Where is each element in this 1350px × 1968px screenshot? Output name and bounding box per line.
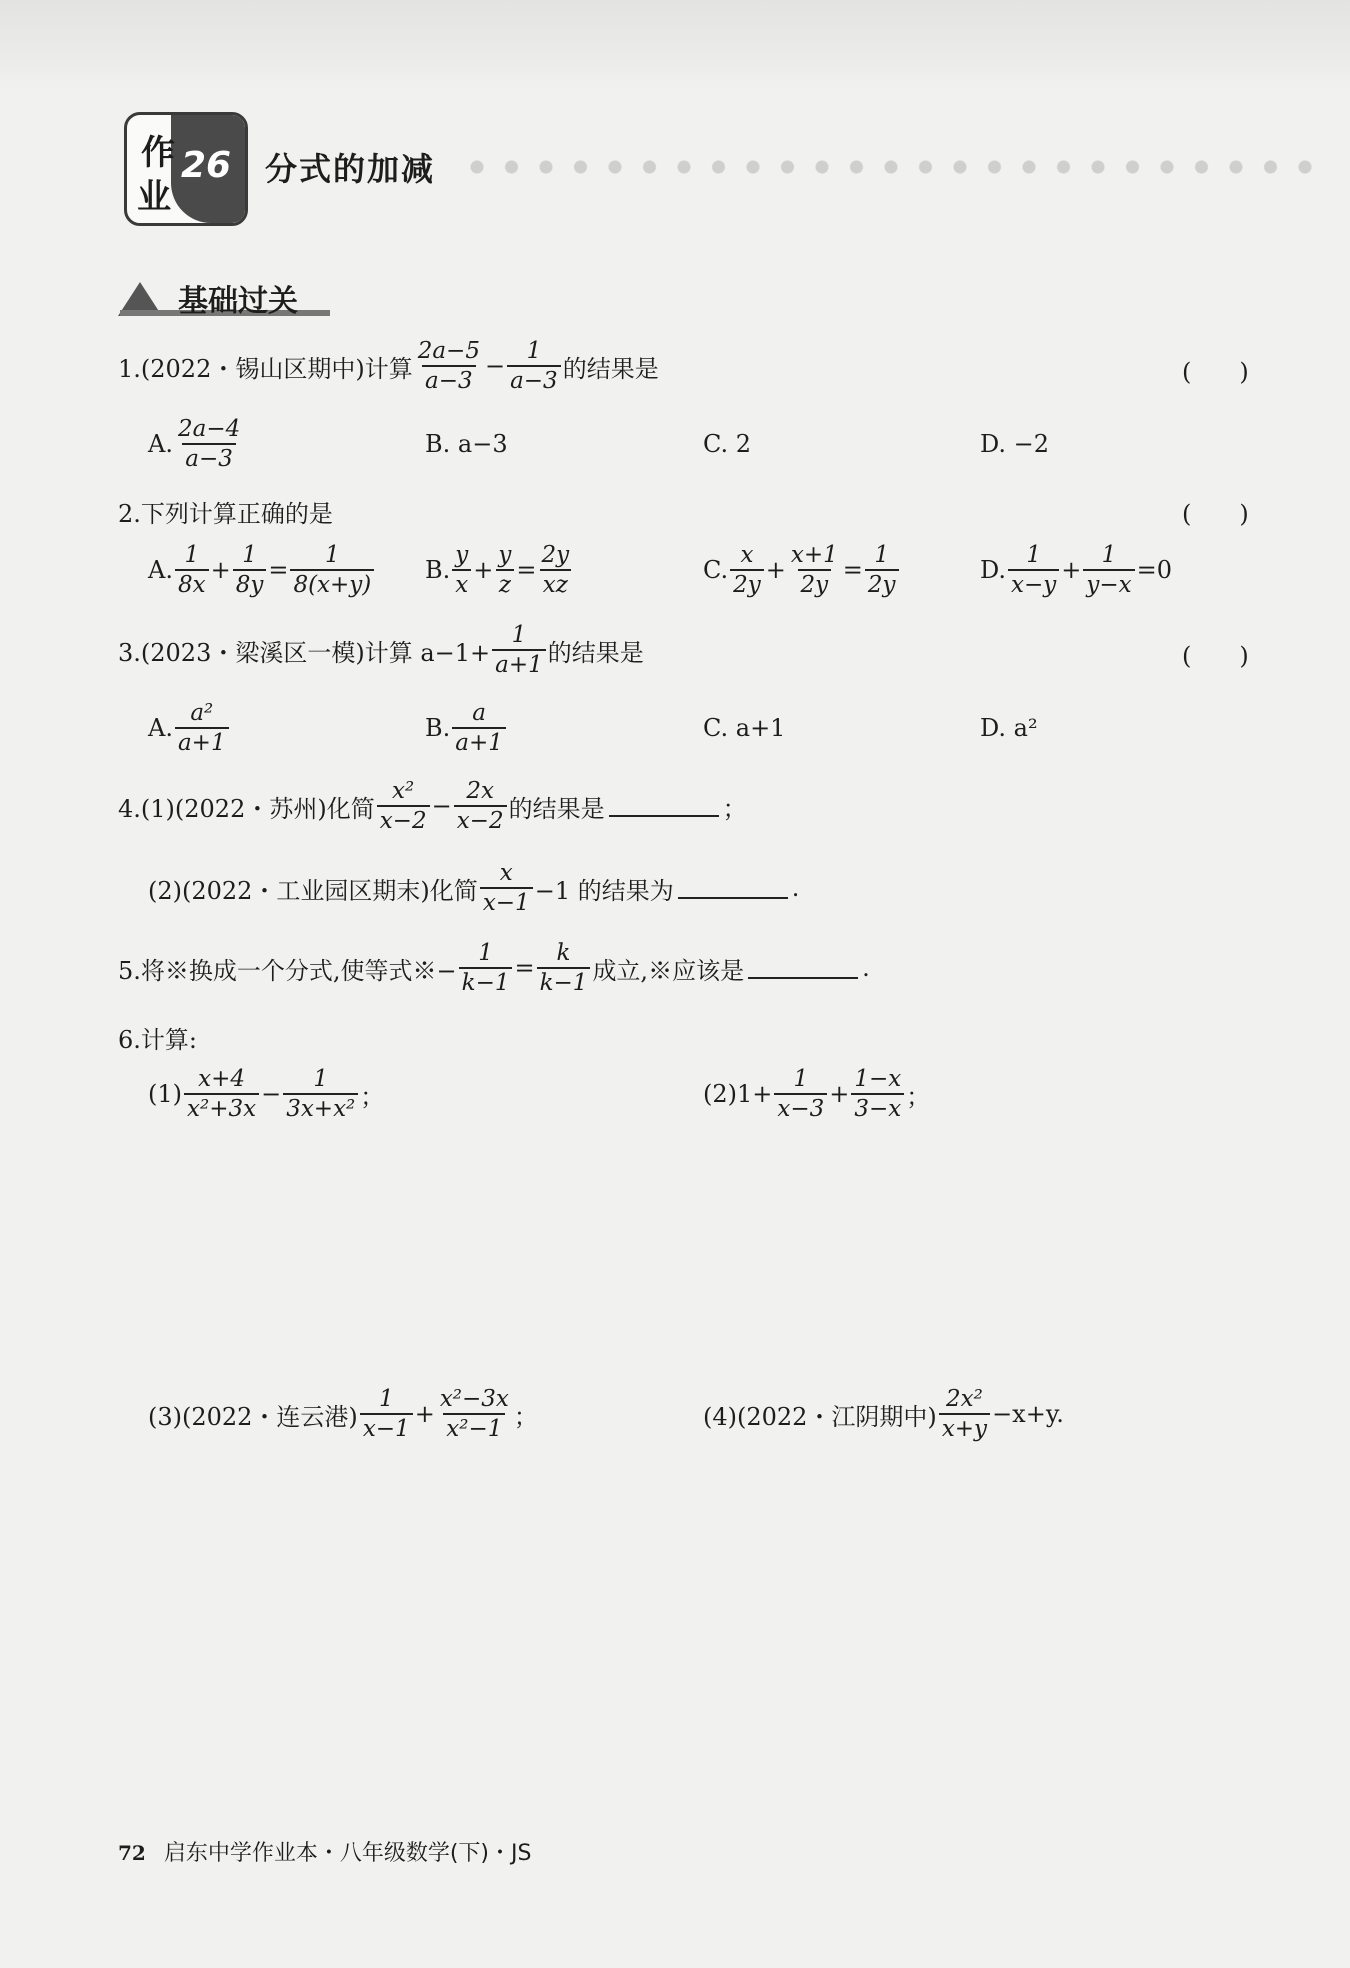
semicolon: ； — [360, 1082, 385, 1111]
sub-label: (3)(2022・连云港) — [148, 1402, 358, 1431]
numerator: 1 — [526, 338, 542, 364]
q4-p2-end: . — [791, 874, 800, 903]
q3-answer-paren: ( ) — [1182, 642, 1249, 670]
numerator: a — [472, 700, 486, 726]
q1-fraction-2 — [507, 338, 561, 395]
minus-sign: − — [261, 1080, 282, 1109]
badge-char-2: 业 — [137, 177, 171, 217]
q2-option-b — [425, 542, 574, 599]
denominator: a−3 — [507, 365, 561, 394]
semicolon: ； — [906, 1082, 931, 1111]
q1-option-a — [148, 416, 245, 473]
numerator: x²−3x — [439, 1386, 509, 1412]
minus-sign: − — [431, 792, 452, 821]
option-label: B. — [425, 556, 451, 585]
fraction — [538, 542, 572, 599]
fraction — [537, 940, 591, 997]
option-label: A. — [148, 430, 173, 459]
plus-sign: + — [1061, 556, 1082, 585]
q6-sub-2 — [703, 1066, 930, 1123]
denominator: x−1 — [480, 887, 533, 916]
badge-number: 26 — [181, 145, 232, 186]
page-title: 分式的加减 — [265, 150, 436, 188]
dotted-divider — [470, 160, 1330, 174]
answer-blank[interactable] — [609, 795, 719, 817]
fraction — [175, 542, 209, 599]
q1-option-b: B. a−3 — [425, 430, 508, 458]
fraction — [454, 778, 507, 835]
q6-sub-4 — [703, 1386, 1064, 1443]
plus-sign: + — [765, 556, 786, 585]
denominator: x+y — [939, 1413, 990, 1442]
fraction — [377, 778, 430, 835]
q3-prefix: 3.(2023・梁溪区一模)计算 a−1+ — [118, 638, 491, 667]
numerator: 1 — [874, 542, 890, 568]
semicolon: ； — [513, 1402, 538, 1431]
q2-option-c — [703, 542, 901, 599]
sub-label: (2)1+ — [703, 1080, 773, 1109]
q3-option-d: D. a² — [980, 714, 1038, 742]
numerator: x² — [392, 778, 415, 804]
fraction — [459, 940, 513, 997]
equals-zero: =0 — [1136, 556, 1173, 585]
question-5 — [118, 940, 870, 997]
denominator: k−1 — [537, 967, 591, 996]
question-4-part-1 — [118, 778, 747, 835]
question-6-title: 6.计算: — [118, 1026, 197, 1054]
fraction — [360, 1386, 413, 1443]
denominator: a−3 — [182, 443, 236, 472]
fraction — [865, 542, 899, 599]
fraction — [495, 542, 514, 599]
numerator: 1 — [1101, 542, 1117, 568]
numerator: 1 — [511, 622, 527, 648]
numerator: y — [455, 542, 469, 568]
fraction — [233, 542, 267, 599]
q5-suffix: 成立,※应该是 — [592, 956, 745, 985]
numerator: 1 — [242, 542, 257, 568]
numerator: 2y — [541, 542, 570, 568]
q1-suffix: 的结果是 — [562, 354, 659, 383]
question-2: 2.下列计算正确的是 — [118, 500, 333, 528]
question-1 — [118, 338, 659, 395]
numerator: 1 — [793, 1066, 809, 1092]
numerator: 1 — [184, 542, 200, 568]
q4-p1-suffix: 的结果是 — [508, 794, 605, 823]
q2-option-d — [980, 542, 1172, 599]
q2-answer-paren: ( ) — [1182, 500, 1249, 528]
q1-answer-paren: ( ) — [1182, 358, 1249, 386]
equals-sign: = — [514, 954, 535, 983]
answer-blank[interactable] — [678, 877, 788, 899]
badge-char-1: 作 — [141, 133, 175, 173]
numerator: x+4 — [198, 1066, 245, 1092]
answer-blank[interactable] — [748, 957, 858, 979]
assignment-badge — [124, 112, 248, 226]
numerator: x — [740, 542, 754, 568]
q6-sub-3 — [148, 1386, 538, 1443]
equals-sign: = — [842, 556, 863, 585]
q4-p2-suffix: −1 的结果为 — [534, 876, 674, 905]
denominator: 2y — [865, 569, 899, 598]
denominator: 2y — [798, 569, 832, 598]
numerator: 1 — [378, 1386, 394, 1412]
denominator: a+1 — [175, 727, 229, 756]
denominator: 3−x — [851, 1093, 904, 1122]
fraction — [1083, 542, 1134, 599]
fraction — [283, 1066, 358, 1123]
plus-sign: + — [414, 1400, 435, 1429]
denominator: x²+3x — [184, 1093, 259, 1122]
numerator: 2a−4 — [177, 416, 241, 442]
denominator: a+1 — [492, 649, 546, 678]
numerator: 2a−5 — [417, 338, 480, 364]
fraction — [480, 860, 533, 917]
q5-end: . — [862, 954, 870, 983]
equals-sign: = — [516, 556, 537, 585]
page-number: 72 — [118, 1841, 146, 1865]
numerator: 1−x — [854, 1066, 902, 1092]
denominator: 8x — [175, 569, 209, 598]
section-title: 基础过关 — [178, 284, 298, 319]
denominator: a−3 — [422, 365, 476, 394]
denominator: z — [496, 569, 514, 598]
denominator: 2y — [730, 569, 764, 598]
q1-minus: − — [484, 352, 506, 381]
option-label: D. — [980, 556, 1007, 585]
option-label: A. — [148, 714, 173, 743]
denominator: 3x+x² — [283, 1093, 358, 1122]
denominator: 8(x+y) — [290, 569, 374, 598]
scan-top-shade — [0, 0, 1350, 90]
q3-option-b — [425, 700, 508, 757]
question-3 — [118, 622, 644, 679]
option-label: B. — [425, 714, 451, 743]
numerator: x+1 — [790, 542, 838, 568]
denominator: x²−1 — [443, 1413, 505, 1442]
denominator: a+1 — [452, 727, 506, 756]
fraction — [788, 542, 841, 599]
numerator: 1 — [1026, 542, 1041, 568]
equals-sign: = — [268, 556, 289, 585]
option-label: C. — [703, 556, 729, 585]
q4-p1-prefix: 4.(1)(2022・苏州)化简 — [118, 794, 375, 823]
q6-sub-1 — [148, 1066, 384, 1123]
fraction — [184, 1066, 259, 1123]
fraction — [1008, 542, 1059, 599]
book-title: 启东中学作业本・八年级数学(下)・JS — [163, 1841, 532, 1866]
q3-fraction — [492, 622, 546, 679]
question-4-part-2 — [148, 860, 799, 917]
fraction — [175, 700, 229, 757]
denominator: x — [452, 569, 471, 598]
fraction — [452, 542, 471, 599]
q1-prefix: 1.(2022・锡山区期中)计算 — [118, 354, 413, 383]
numerator: 1 — [313, 1066, 329, 1092]
fraction — [851, 1066, 904, 1123]
denominator: x−y — [1008, 569, 1059, 598]
denominator: 8y — [233, 569, 267, 598]
fraction — [290, 542, 374, 599]
numerator: 2x² — [946, 1386, 983, 1412]
denominator: y−x — [1083, 569, 1134, 598]
numerator: y — [498, 542, 512, 568]
numerator: 2x — [466, 778, 494, 804]
denominator: k−1 — [459, 967, 513, 996]
numerator: k — [556, 940, 571, 966]
denominator: xz — [540, 569, 571, 598]
q3-option-c: C. a+1 — [703, 714, 786, 742]
numerator: a² — [190, 700, 214, 726]
plus-sign: + — [473, 556, 494, 585]
denominator: x−1 — [360, 1413, 413, 1442]
fraction — [774, 1066, 827, 1123]
q4-p2-prefix: (2)(2022・工业园区期末)化简 — [148, 876, 478, 905]
numerator: x — [499, 860, 513, 886]
fraction — [437, 1386, 512, 1443]
numerator: 1 — [478, 940, 493, 966]
page-footer — [118, 1836, 531, 1867]
expression-tail: −x+y. — [992, 1400, 1064, 1429]
q3-suffix: 的结果是 — [547, 638, 644, 667]
fraction — [452, 700, 506, 757]
sub-label: (4)(2022・江阴期中) — [703, 1402, 937, 1431]
denominator: x−2 — [377, 805, 430, 834]
sub-label: (1) — [148, 1080, 182, 1109]
q3-option-a — [148, 700, 231, 757]
plus-sign: + — [829, 1080, 850, 1109]
plus-sign: + — [210, 556, 231, 585]
fraction — [939, 1386, 990, 1443]
fraction — [730, 542, 764, 599]
option-label: A. — [148, 556, 173, 585]
numerator: 1 — [325, 542, 340, 568]
q4-p1-end: ； — [722, 794, 747, 823]
q2-option-a — [148, 542, 376, 599]
q1-option-d: D. −2 — [980, 430, 1050, 458]
denominator: x−2 — [454, 805, 507, 834]
q1-fraction-1 — [415, 338, 483, 395]
option-a-fraction — [175, 416, 243, 473]
q1-option-c: C. 2 — [703, 430, 752, 458]
denominator: x−3 — [774, 1093, 827, 1122]
q5-prefix: 5.将※换成一个分式,使等式※− — [118, 956, 457, 985]
